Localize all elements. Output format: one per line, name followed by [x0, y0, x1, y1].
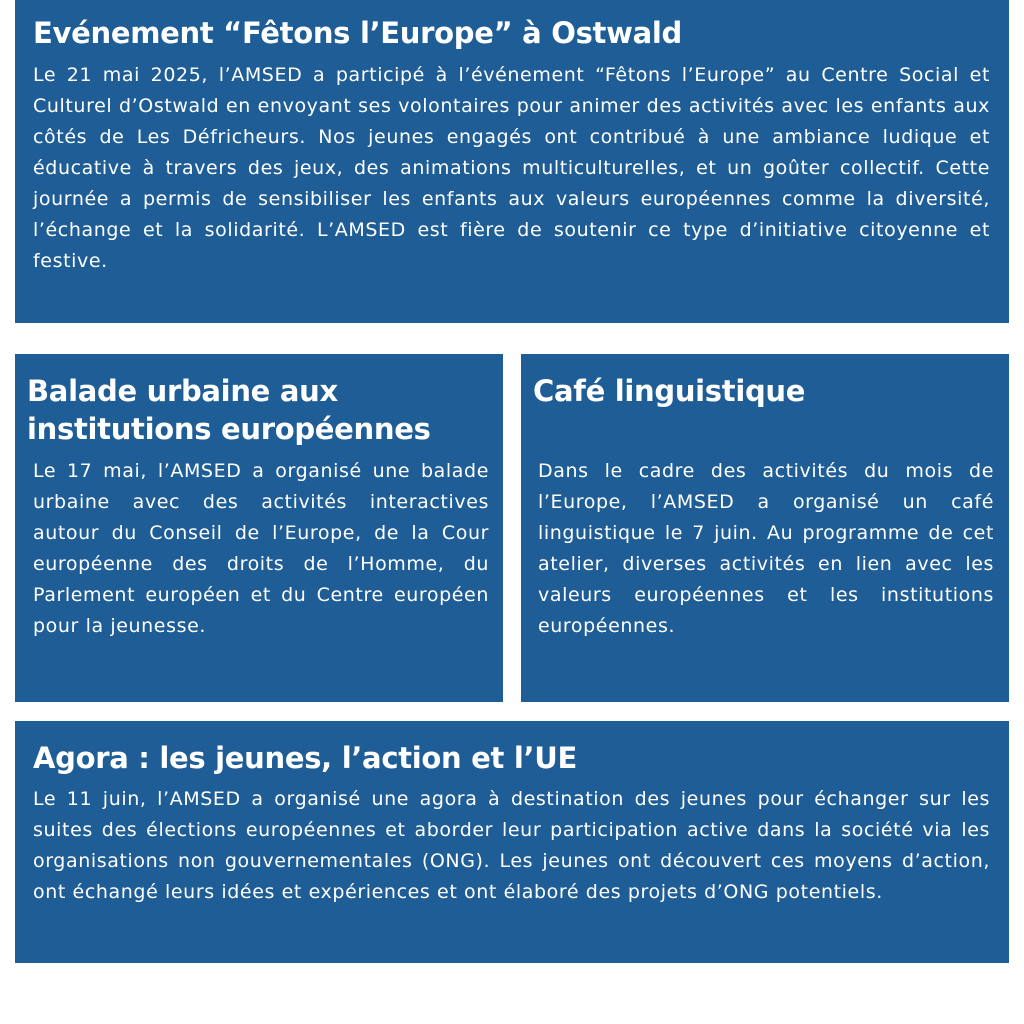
- section-body: Le 21 mai 2025, l’AMSED a participé à l’événement “Fêtons l’Europe” au Centre Social et Culturel d’Ostwald en envoyant ses volontaires pour animer des activités avec les enfants aux côtés de Les Défricheurs. Nos jeunes engagés ont contribué à une ambiance ludique et éducative à travers des jeux, des animations multiculturelles, et un goûter collectif. Cette journée a permis de sensibiliser les enfants aux valeurs européennes comme la diversité, l’échange et la solidarité. L’AMSED est fière de soutenir ce type d’initiative citoyenne et festive.: [33, 64, 990, 272]
- section-balade-urbaine: [15, 354, 503, 702]
- section-title: Balade urbaine aux institutions européennes: [27, 374, 431, 446]
- section-title: Agora : les jeunes, l’action et l’UE: [33, 741, 578, 775]
- section-agora: [15, 721, 1009, 963]
- section-title: Café linguistique: [533, 374, 806, 408]
- section-body: Le 11 juin, l’AMSED a organisé une agora à destination des jeunes pour échanger sur les suites des élections européennes et aborder leur participation active dans la société via les organisations non gouvernementales (ONG). Les jeunes ont découvert ces moyens d’action, ont échangé leurs idées et expériences et ont élaboré des projets d’ONG potentiels.: [33, 788, 990, 903]
- section-title: Evénement “Fêtons l’Europe” à Ostwald: [33, 16, 682, 50]
- section-body: Le 17 mai, l’AMSED a organisé une balade urbaine avec des activités interactives autour du Conseil de l’Europe, de la Cour européenne des droits de l’Homme, du Parlement européen et du Centre européen pour la jeunesse.: [33, 460, 489, 637]
- section-cafe-linguistique: [521, 354, 1009, 702]
- section-body: Dans le cadre des activités du mois de l’Europe, l’AMSED a organisé un café linguistique le 7 juin. Au programme de cet atelier, diverses activités en lien avec les valeurs européennes et les institutions européennes.: [538, 460, 994, 637]
- section-fetons-europe: [15, 0, 1009, 323]
